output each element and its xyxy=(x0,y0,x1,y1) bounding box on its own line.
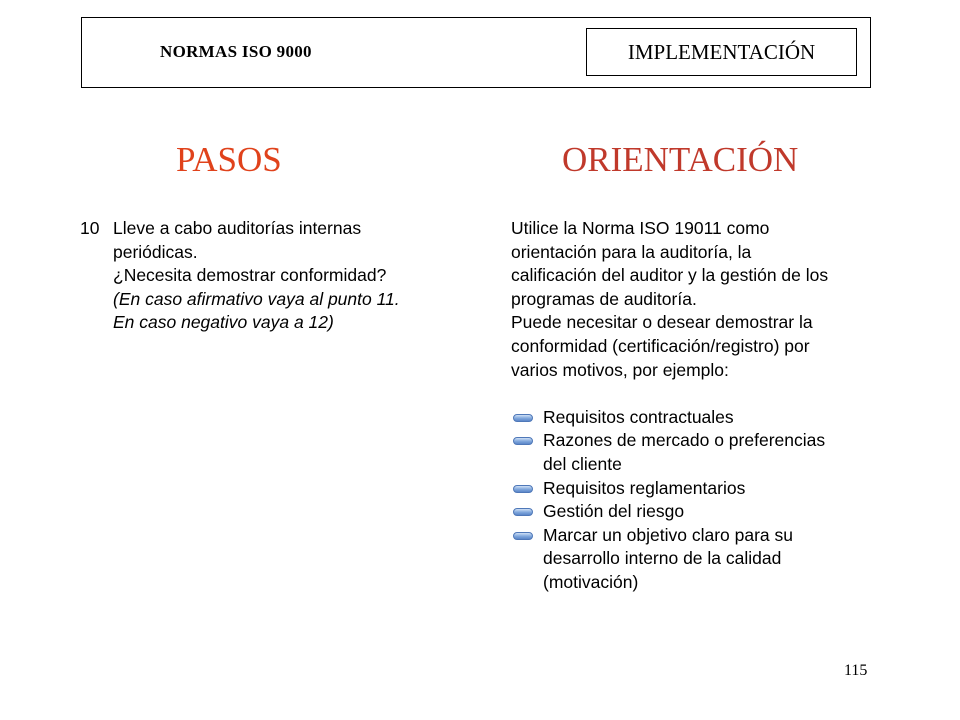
heading-pasos: PASOS xyxy=(176,140,282,179)
bullet-bar-icon xyxy=(513,485,533,493)
list-item-text: Requisitos contractuales xyxy=(543,406,734,427)
step-note: (En caso afirmativo vaya al punto 11. xyxy=(113,288,400,309)
list-item-text: del cliente xyxy=(543,453,622,474)
steps-column xyxy=(80,217,470,335)
bullet-bar-icon xyxy=(513,414,533,422)
guidance-line: calificación del auditor y la gestión de los xyxy=(511,265,829,286)
list-item xyxy=(511,524,891,595)
list-item xyxy=(511,429,891,476)
list-item xyxy=(511,406,891,430)
guidance-line: varios motivos, por ejemplo: xyxy=(511,359,729,380)
list-item-text: Gestión del riesgo xyxy=(543,501,685,522)
guidance-line: programas de auditoría. xyxy=(511,288,697,309)
step-note: En caso negativo vaya a 12) xyxy=(113,312,334,333)
guidance-line: Utilice la Norma ISO 19011 como xyxy=(511,218,770,238)
header-title: NORMAS ISO 9000 xyxy=(160,42,312,61)
list-item-text: (motivación) xyxy=(543,571,639,592)
guidance-line: conformidad (certificación/registro) por xyxy=(511,335,810,356)
step-item xyxy=(80,217,470,335)
bullet-bar-icon xyxy=(513,532,533,540)
heading-orientacion: ORIENTACIÓN xyxy=(562,140,799,179)
guidance-paragraph xyxy=(511,217,891,382)
header-box xyxy=(81,17,871,88)
list-item-text: Razones de mercado o preferencias xyxy=(543,430,826,451)
list-item-text: Marcar un objetivo claro para su xyxy=(543,524,793,545)
page-number: 115 xyxy=(844,662,868,679)
header-tag: IMPLEMENTACIÓN xyxy=(586,28,857,76)
list-item xyxy=(511,500,891,524)
guidance-line: orientación para la auditoría, la xyxy=(511,241,752,262)
list-item xyxy=(511,477,891,501)
step-question: ¿Necesita demostrar conformidad? xyxy=(113,265,387,286)
step-line: periódicas. xyxy=(113,241,198,262)
bullet-bar-icon xyxy=(513,508,533,516)
step-line: Lleve a cabo auditorías internas xyxy=(113,218,362,238)
list-item-text: Requisitos reglamentarios xyxy=(543,477,746,498)
guidance-line: Puede necesitar o desear demostrar la xyxy=(511,312,813,333)
step-number: 10 xyxy=(80,218,100,238)
bullet-bar-icon xyxy=(513,437,533,445)
reasons-list xyxy=(511,406,891,595)
step-body xyxy=(113,217,470,335)
guidance-column xyxy=(511,217,891,595)
list-item-text: desarrollo interno de la calidad xyxy=(543,548,782,569)
